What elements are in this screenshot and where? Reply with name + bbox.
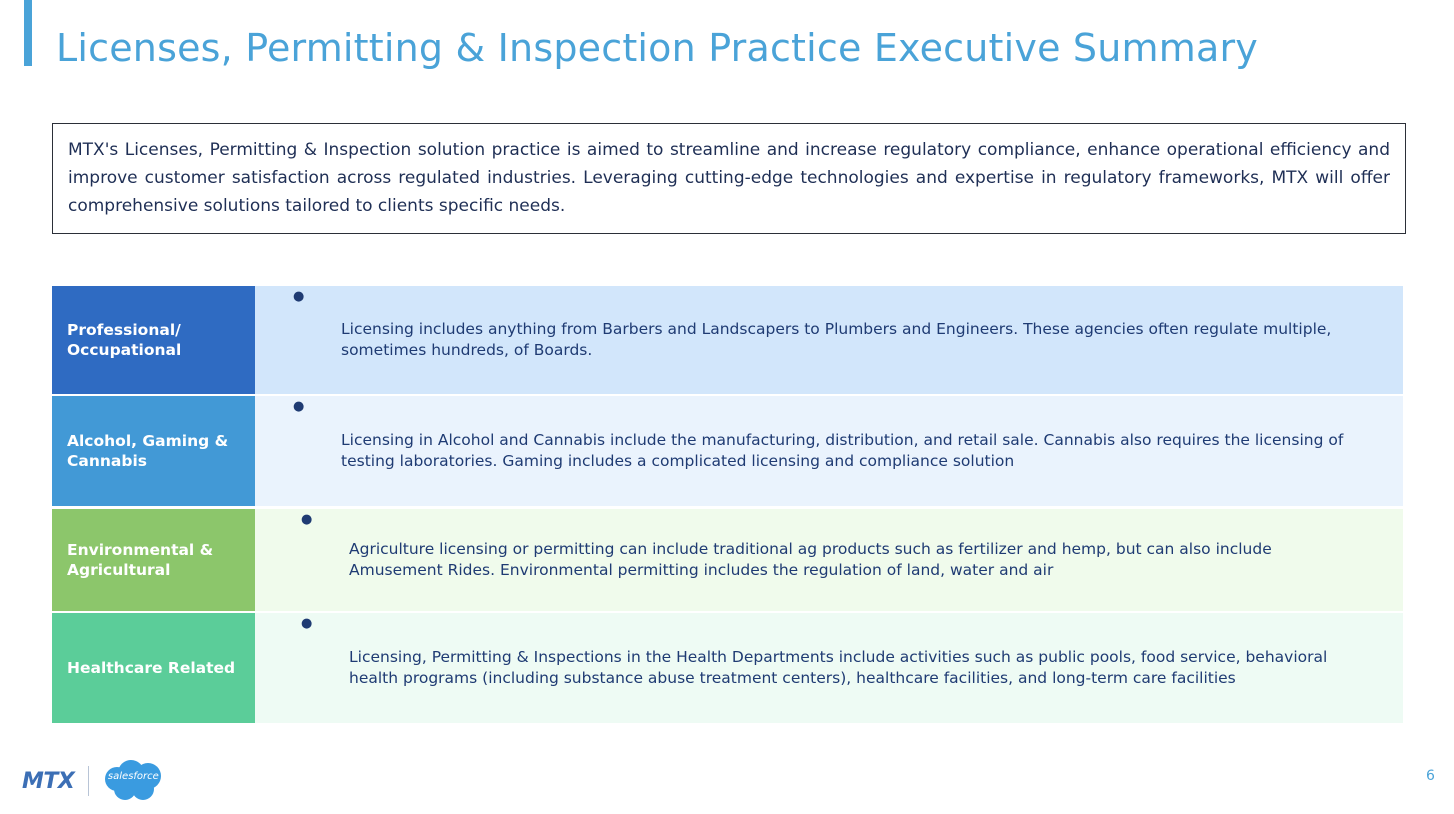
category-row-environmental-agricultural [52, 509, 1403, 611]
page-title: Licenses, Permitting & Inspection Practice Executive Summary [56, 26, 1258, 70]
category-label: Healthcare Related [52, 613, 255, 723]
page-number: 6 [1426, 768, 1435, 784]
summary-box: MTX's Licenses, Permitting & Inspection solution practice is aimed to streamline and increase regulatory compliance, enhance operational efficiency and improve customer satisfaction across regulated industries. Leveraging cutting-edge technologies and expertise in regulatory frameworks, MTX will offer comprehensive solutions tailored to clients specific needs. [52, 123, 1406, 234]
category-label: Environmental & Agricultural [52, 509, 255, 611]
category-row-healthcare [52, 613, 1403, 723]
category-description: Licensing in Alcohol and Cannabis include the manufacturing, distribution, and retail sale. Cannabis also requires the licensing of testing laboratories. Gaming includes a complicated licensing and compliance solution [341, 430, 1344, 470]
category-row-professional [52, 286, 1403, 394]
category-label: Professional/ Occupational [52, 286, 255, 394]
title-accent-bar [24, 0, 32, 66]
bullet-icon: ● [293, 289, 305, 304]
category-row-alcohol-gaming-cannabis [52, 396, 1403, 506]
category-content [255, 613, 1403, 723]
bullet-icon: ● [301, 512, 313, 527]
bullet-icon: ● [293, 399, 305, 414]
category-label: Alcohol, Gaming & Cannabis [52, 396, 255, 506]
salesforce-logo [101, 759, 167, 803]
footer-logos [22, 760, 167, 802]
logo-divider [88, 766, 89, 796]
category-content [255, 509, 1403, 611]
category-description: Licensing includes anything from Barbers and Landscapers to Plumbers and Engineers. These agencies often regulate multiple, sometimes hundreds, of Boards. [341, 319, 1332, 359]
category-content [255, 396, 1403, 506]
category-content [255, 286, 1403, 394]
category-description: Agriculture licensing or permitting can include traditional ag products such as fertilizer and hemp, but can also include Amusement Rides. Environmental permitting includes the regulation of land, water and air [349, 539, 1272, 579]
salesforce-logo-text: salesforce [107, 771, 159, 782]
mtx-logo: MTX [22, 768, 75, 794]
category-description: Licensing, Permitting & Inspections in the Health Departments include activities such as public pools, food service, behavioral health programs (including substance abuse treatment centers), healthcare facilities, and long-term care facilities [349, 647, 1328, 687]
bullet-icon: ● [301, 616, 313, 631]
